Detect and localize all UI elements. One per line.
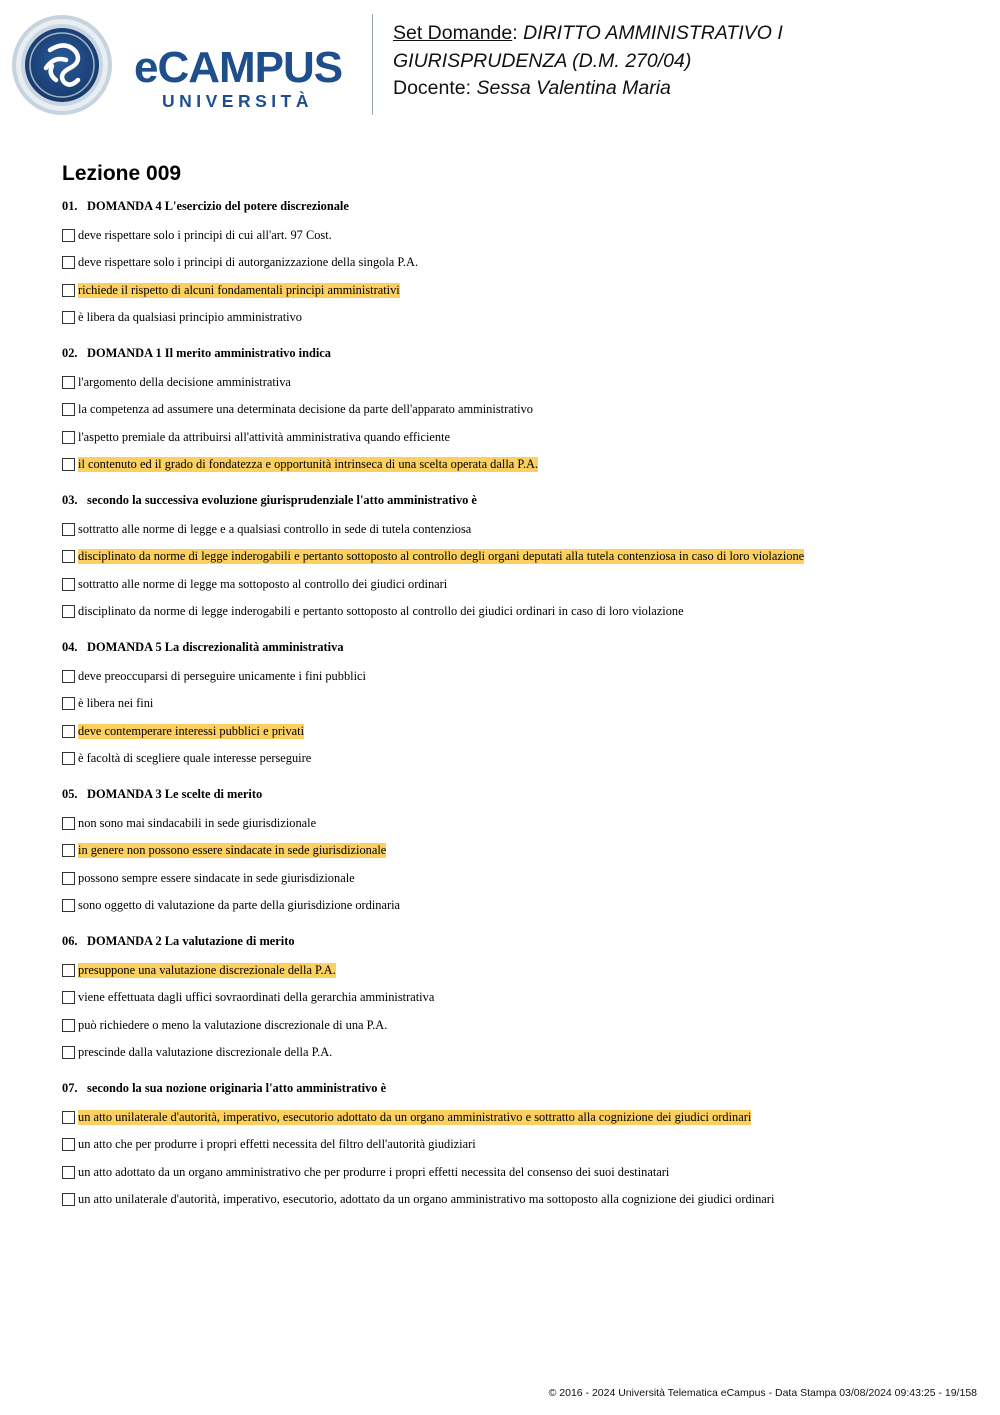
question-01: [62, 196, 982, 332]
answer-text: un atto che per produrre i propri effetti necessita del filtro dell'autorità giudiziari: [78, 1137, 476, 1152]
answer-text: sottratto alle norme di legge e a qualsiasi controllo in sede di tutela contenziosa: [78, 521, 472, 536]
answer-text: disciplinato da norme di legge inderogabili e pertanto sottoposto al controllo dei giudici ordinari in caso di loro violazione: [78, 604, 684, 619]
answer-text-highlighted: disciplinato da norme di legge inderogabili e pertanto sottoposto al controllo degli organi deputati alla tutela contenziosa in caso di loro violazione: [78, 549, 805, 564]
answer-option[interactable]: [62, 745, 982, 773]
answer-checkbox[interactable]: [62, 725, 75, 738]
question-04: [62, 637, 982, 773]
set-label: Set Domande: [393, 22, 513, 44]
question-heading: [62, 343, 982, 363]
answer-option[interactable]: [62, 249, 982, 277]
answer-checkbox[interactable]: [62, 523, 75, 536]
answer-text: deve rispettare solo i principi di cui all'art. 97 Cost.: [78, 227, 332, 242]
question-07: [62, 1078, 982, 1214]
answer-text: possono sempre essere sindacate in sede giurisdizionale: [78, 870, 355, 885]
answer-option[interactable]: [62, 957, 982, 985]
answer-option[interactable]: [62, 663, 982, 691]
answer-checkbox[interactable]: [62, 1046, 75, 1059]
answer-checkbox[interactable]: [62, 991, 75, 1004]
question-number: 02.: [62, 346, 78, 360]
answer-checkbox[interactable]: [62, 605, 75, 618]
answer-option[interactable]: [62, 1039, 982, 1067]
answer-option[interactable]: [62, 837, 982, 865]
question-number: 03.: [62, 493, 78, 507]
course-title-line1: Set Domande: DIRITTO AMMINISTRATIVO I: [393, 22, 783, 44]
answer-option[interactable]: [62, 304, 982, 332]
answer-checkbox[interactable]: [62, 578, 75, 591]
answer-text: sottratto alle norme di legge ma sottoposto al controllo dei giudici ordinari: [78, 576, 448, 591]
answer-option[interactable]: [62, 543, 982, 571]
question-03: [62, 490, 982, 626]
answer-option[interactable]: [62, 810, 982, 838]
answer-option[interactable]: [62, 516, 982, 544]
answer-text-highlighted: presuppone una valutazione discrezionale della P.A.: [78, 962, 336, 977]
answer-text: l'aspetto premiale da attribuirsi all'attività amministrativa quando efficiente: [78, 429, 451, 444]
question-heading: [62, 490, 982, 510]
answer-checkbox[interactable]: [62, 1193, 75, 1206]
answer-checkbox[interactable]: [62, 376, 75, 389]
answer-checkbox[interactable]: [62, 284, 75, 297]
answer-text-highlighted: un atto unilaterale d'autorità, imperativo, esecutorio adottato da un organo amministrativo e sottratto alla cognizione dei giudici ordinari: [78, 1109, 752, 1124]
answer-option[interactable]: [62, 718, 982, 746]
answer-checkbox[interactable]: [62, 817, 75, 830]
question-text: DOMANDA 3 Le scelte di merito: [87, 787, 263, 801]
question-text: secondo la sua nozione originaria l'atto amministrativo è: [87, 1081, 387, 1095]
answer-checkbox[interactable]: [62, 311, 75, 324]
answer-text: è facoltà di scegliere quale interesse perseguire: [78, 751, 312, 766]
answer-checkbox[interactable]: [62, 1166, 75, 1179]
answer-checkbox[interactable]: [62, 256, 75, 269]
question-text: secondo la successiva evoluzione giurisprudenziale l'atto amministrativo è: [87, 493, 477, 507]
question-heading: [62, 196, 982, 216]
answer-checkbox[interactable]: [62, 899, 75, 912]
question-06: [62, 931, 982, 1067]
logo-wordmark: [134, 43, 342, 111]
teacher-name: Sessa Valentina Maria: [476, 77, 671, 99]
answer-option[interactable]: [62, 598, 982, 626]
question-text: DOMANDA 4 L'esercizio del potere discrezionale: [87, 199, 349, 213]
answer-option[interactable]: [62, 1159, 982, 1187]
answer-text: è libera nei fini: [78, 696, 154, 711]
page-footer: © 2016 - 2024 Università Telematica eCampus - Data Stampa 03/08/2024 09:43:25 - 19/158: [548, 1387, 977, 1399]
answer-option[interactable]: [62, 865, 982, 893]
answer-option[interactable]: [62, 892, 982, 920]
answer-checkbox[interactable]: [62, 229, 75, 242]
question-heading: [62, 1078, 982, 1098]
answer-option[interactable]: [62, 451, 982, 479]
teacher-label: Docente: [393, 77, 466, 99]
logo-brand-text: eCAMPUS: [134, 43, 343, 92]
answer-text-highlighted: il contenuto ed il grado di fondatezza e opportunità intrinseca di una scelta operata dalla P.A.: [78, 457, 539, 472]
answer-text: è libera da qualsiasi principio amministrativo: [78, 310, 303, 325]
answer-checkbox[interactable]: [62, 1111, 75, 1124]
teacher-line: Docente: Sessa Valentina Maria: [393, 77, 671, 99]
answer-text: un atto unilaterale d'autorità, imperativo, esecutorio, adottato da un organo amministrativo ma sottoposto alla cognizione dei giudici ordinari: [78, 1192, 775, 1207]
question-heading: [62, 784, 982, 804]
answer-option[interactable]: [62, 1131, 982, 1159]
question-text: DOMANDA 5 La discrezionalità amministrativa: [87, 640, 344, 654]
answer-option[interactable]: [62, 396, 982, 424]
question-list: [62, 196, 982, 1225]
answer-checkbox[interactable]: [62, 550, 75, 563]
course-name-line1: DIRITTO AMMINISTRATIVO I: [523, 22, 783, 44]
answer-text: viene effettuata dagli uffici sovraordinati della gerarchia amministrativa: [78, 990, 435, 1005]
lesson-title: Lezione 009: [62, 162, 182, 185]
answer-checkbox[interactable]: [62, 1019, 75, 1032]
answer-checkbox[interactable]: [62, 458, 75, 471]
answer-option[interactable]: [62, 1104, 982, 1132]
answer-checkbox[interactable]: [62, 844, 75, 857]
logo-subtitle-text: UNIVERSITÀ: [162, 91, 313, 111]
ecampus-logo: [12, 10, 362, 120]
header-divider: [372, 14, 373, 115]
question-number: 01.: [62, 199, 78, 213]
answer-checkbox[interactable]: [62, 964, 75, 977]
question-02: [62, 343, 982, 479]
answer-option[interactable]: [62, 571, 982, 599]
answer-option[interactable]: [62, 222, 982, 250]
answer-text: deve preoccuparsi di perseguire unicamente i fini pubblici: [78, 668, 366, 683]
answer-option[interactable]: [62, 424, 982, 452]
answer-option[interactable]: [62, 277, 982, 305]
answer-text-highlighted: richiede il rispetto di alcuni fondamentali principi amministrativi: [78, 282, 400, 297]
question-05: [62, 784, 982, 920]
question-text: DOMANDA 2 La valutazione di merito: [87, 934, 295, 948]
answer-text: può richiedere o meno la valutazione discrezionale di una P.A.: [78, 1017, 388, 1032]
answer-text-highlighted: in genere non possono essere sindacate in sede giurisdizionale: [78, 843, 387, 858]
answer-text-highlighted: deve contemperare interessi pubblici e privati: [78, 723, 305, 738]
question-text: DOMANDA 1 Il merito amministrativo indica: [87, 346, 332, 360]
answer-text: sono oggetto di valutazione da parte della giurisdizione ordinaria: [78, 898, 401, 913]
answer-checkbox[interactable]: [62, 403, 75, 416]
answer-checkbox[interactable]: [62, 1138, 75, 1151]
answer-checkbox[interactable]: [62, 872, 75, 885]
answer-option[interactable]: [62, 1186, 982, 1214]
question-number: 04.: [62, 640, 78, 654]
page-header: [0, 0, 1000, 130]
question-number: 06.: [62, 934, 78, 948]
answer-text: l'argomento della decisione amministrativa: [78, 374, 291, 389]
question-number: 07.: [62, 1081, 78, 1095]
question-heading: [62, 637, 982, 657]
answer-text: un atto adottato da un organo amministrativo che per produrre i propri effetti necessita del consenso dei suoi destinatari: [78, 1164, 670, 1179]
answer-checkbox[interactable]: [62, 670, 75, 683]
answer-checkbox[interactable]: [62, 697, 75, 710]
answer-text: prescinde dalla valutazione discrezionale della P.A.: [78, 1045, 333, 1060]
course-title-line2: [393, 48, 983, 76]
answer-option[interactable]: [62, 984, 982, 1012]
answer-option[interactable]: [62, 369, 982, 397]
answer-checkbox[interactable]: [62, 752, 75, 765]
question-number: 05.: [62, 787, 78, 801]
answer-checkbox[interactable]: [62, 431, 75, 444]
course-name-line2: GIURISPRUDENZA (D.M. 270/04): [393, 49, 692, 72]
question-heading: [62, 931, 982, 951]
course-info: [393, 20, 983, 103]
answer-option[interactable]: [62, 1012, 982, 1040]
answer-text: non sono mai sindacabili in sede giurisdizionale: [78, 815, 317, 830]
answer-text: la competenza ad assumere una determinata decisione da parte dell'apparato amministrativo: [78, 402, 533, 417]
answer-option[interactable]: [62, 690, 982, 718]
answer-text: deve rispettare solo i principi di autorganizzazione della singola P.A.: [78, 255, 419, 270]
